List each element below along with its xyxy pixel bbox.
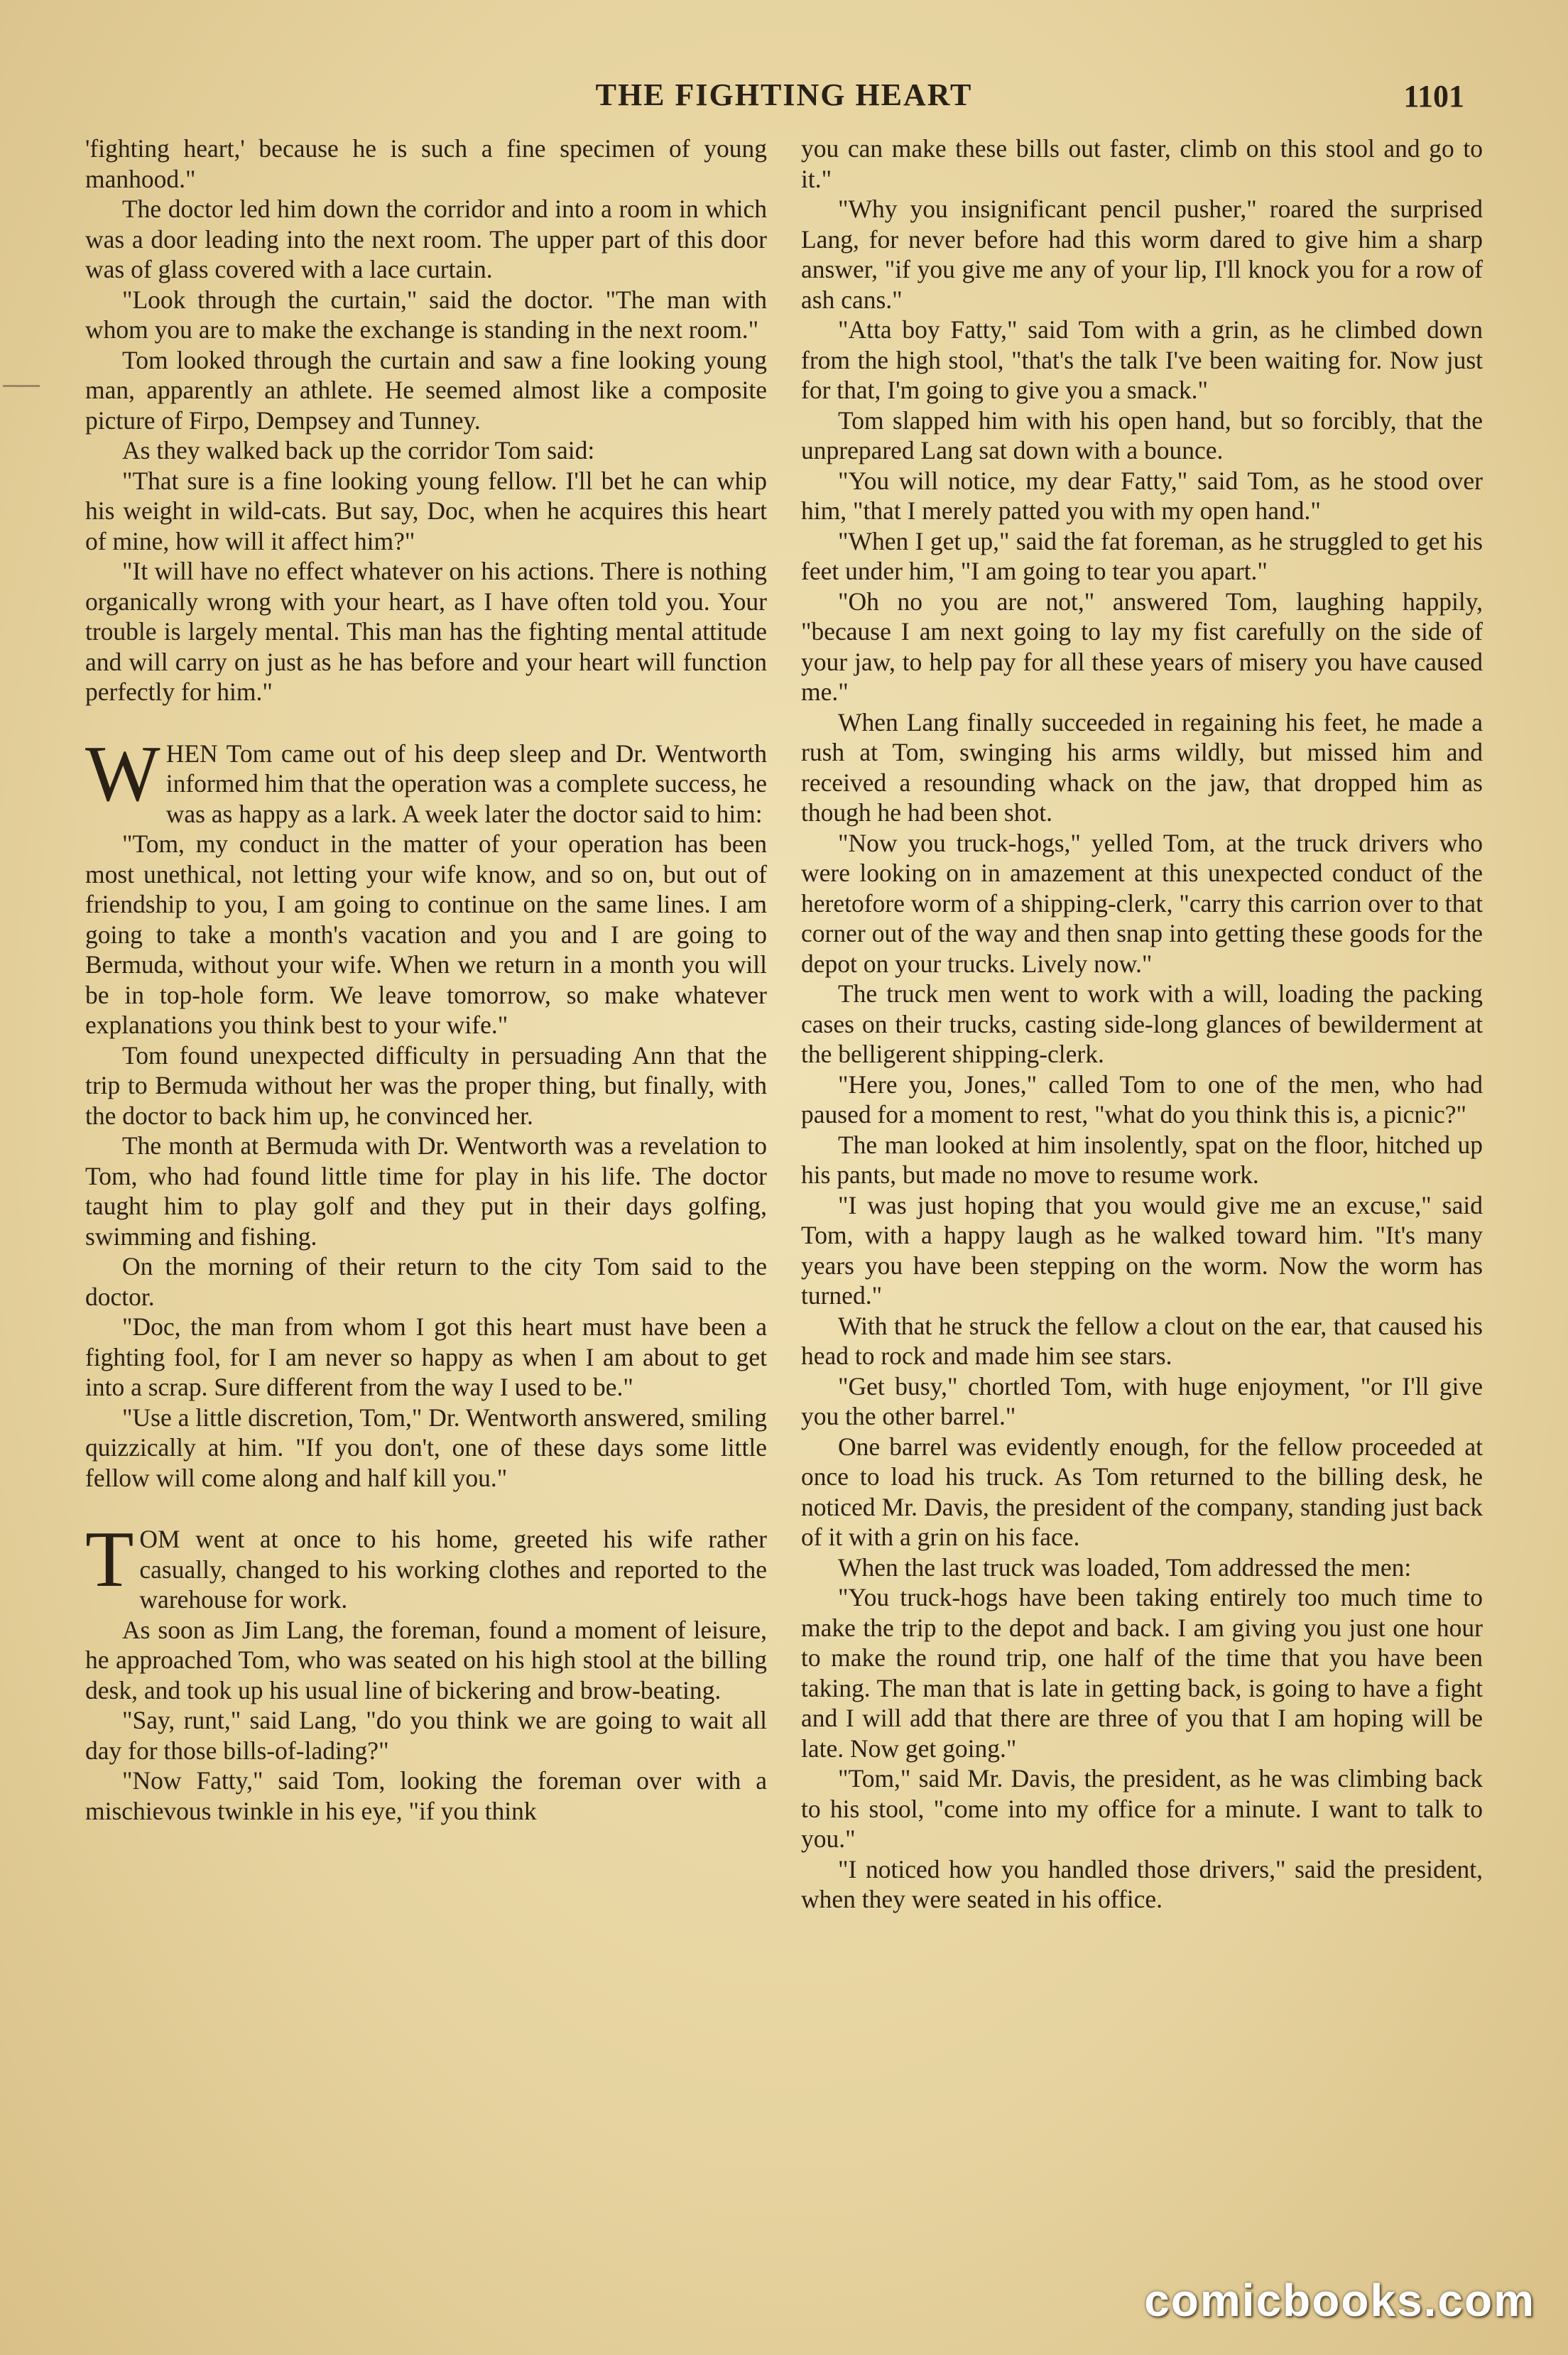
paragraph: you can make these bills out faster, climb on this stool and go to it." (801, 134, 1483, 193)
paragraph: One barrel was evidently enough, for the fellow proceeded at once to load his truck. As Tom returned to the billing desk, he noticed Mr. Davis, the president of the company, standing just back of it with a grin on his face. (801, 1432, 1483, 1551)
left-column (85, 134, 767, 1826)
paragraph: Tom found unexpected difficulty in persuading Ann that the trip to Bermuda without her was the proper thing, but finally, with the doctor to back him up, he convinced her. (85, 1040, 767, 1130)
paragraph: Tom slapped him with his open hand, but so forcibly, that the unprepared Lang sat down with a bounce. (801, 406, 1483, 464)
paragraph: "When I get up," said the fat foreman, as he struggled to get his feet under him, "I am going to tear you apart." (801, 526, 1483, 585)
paragraph: On the morning of their return to the city Tom said to the doctor. (85, 1252, 767, 1311)
right-column (801, 134, 1483, 1915)
paragraph: 'fighting heart,' because he is such a fine specimen of young manhood." (85, 134, 767, 193)
paragraph: "You will notice, my dear Fatty," said Tom, as he stood over him, "that I merely patted you with my open hand." (801, 466, 1483, 525)
paragraph: "That sure is a fine looking young fellow. I'll bet he can whip his weight in wild-cats. But say, Doc, when he acquires this heart of mine, how will it affect him?" (85, 466, 767, 555)
paragraph: The man looked at him insolently, spat on the floor, hitched up his pants, but made no move to resume work. (801, 1130, 1483, 1189)
drop-cap: W (85, 729, 160, 818)
page-number: 1101 (1403, 79, 1464, 114)
paragraph: The truck men went to work with a will, loading the packing cases on their trucks, casting side-long glances of bewilderment at the belligerent shipping-clerk. (801, 979, 1483, 1068)
paragraph: "You truck-hogs have been taking entirely too much time to make the trip to the depot and back. I am giving you just one hour to make the round trip, one half of the time that you have been taking. The man that is late in getting back, is going to have a fight and I will add that there are three of you that I am hoping will be late. Now get going." (801, 1583, 1483, 1763)
drop-cap: T (85, 1516, 134, 1604)
paragraph: "Oh no you are not," answered Tom, laughing happily, "because I am next going to lay my fist carefully on the side of your jaw, to help pay for all these years of misery you have caused me." (801, 587, 1483, 706)
paragraph: As soon as Jim Lang, the foreman, found a moment of leisure, he approached Tom, who was seated on his high stool at the billing desk, and took up his usual line of bickering and brow-beating. (85, 1615, 767, 1704)
paragraph: The month at Bermuda with Dr. Wentworth was a revelation to Tom, who had found little time for play in his life. The doctor taught him to play golf and they put in their days golfing, swimming and fishing. (85, 1131, 767, 1251)
paragraph: "Atta boy Fatty," said Tom with a grin, as he climbed down from the high stool, "that's the talk I've been waiting for. Now just for that, I'm going to give you a smack." (801, 315, 1483, 404)
paragraph: The doctor led him down the corridor and into a room in which was a door leading into the next room. The upper part of this door was of glass covered with a lace curtain. (85, 195, 767, 283)
paragraph: "Tom, my conduct in the matter of your operation has been most unethical, not letting your wife know, and so on, but out of friendship to you, I am going to continue on the same lines. I am going to take a month's vacation and you and I are going to Bermuda, without your wife. When we return in a month you will be in top-hole form. We leave tomorrow, so make whatever explanations you think best to your wife." (85, 830, 767, 1039)
paragraph: "Get busy," chortled Tom, with huge enjoyment, "or I'll give you the other barrel." (801, 1371, 1483, 1430)
paragraph: "Now you truck-hogs," yelled Tom, at the truck drivers who were looking on in amazement at this unexpected conduct of the heretofore worm of a shipping-clerk, "carry this carrion over to that corner out of the way and then snap into getting these goods for the depot on your trucks. Lively now." (801, 828, 1483, 978)
paragraph: As they walked back up the corridor Tom said: (122, 436, 595, 464)
site-watermark: comicbooks.com (1144, 2275, 1535, 2326)
paragraph: With that he struck the fellow a clout on the ear, that caused his head to rock and made him see stars. (801, 1311, 1483, 1370)
paragraph: "Why you insignificant pencil pusher," roared the surprised Lang, for never before had this worm dared to give him a sharp answer, "if you give me any of your lip, I'll knock you for a row of ash cans." (801, 195, 1483, 314)
section-opening-paragraph (85, 729, 767, 830)
paragraph: When Lang finally succeeded in regaining his feet, he made a rush at Tom, swinging his arms wildly, but missed him and received a resounding whack on the jaw, that dropped him as though he had been shot. (801, 707, 1483, 827)
paragraph: "Look through the curtain," said the doctor. "The man with whom you are to make the exchange is standing in the next room." (85, 285, 767, 344)
paragraph: "Use a little discretion, Tom," Dr. Wentworth answered, smiling quizzically at him. "If you don't, one of these days some little fellow will come along and half kill you." (85, 1403, 767, 1492)
section-opening-text: HEN Tom came out of his deep sleep and Dr. Wentworth informed him that the operation was a complete success, he was as happy as a lark. A week later the doctor said to him: (165, 739, 767, 828)
section-opening-text: OM went at once to his home, greeted his wife rather casually, changed to his working clothes and reported to the warehouse for work. (139, 1525, 767, 1614)
page-header (84, 77, 1484, 119)
paragraph: "Doc, the man from whom I got this heart must have been a fighting fool, for I am never so happy as when I am about to get into a scrap. Sure different from the way I used to be." (85, 1312, 767, 1401)
paragraph: "Say, runt," said Lang, "do you think we are going to wait all day for those bills-of-lading?" (85, 1706, 767, 1765)
paragraph: "Here you, Jones," called Tom to one of the men, who had paused for a moment to rest, "what do you think this is, a picnic?" (801, 1070, 1483, 1128)
paragraph: "I was just hoping that you would give me an excuse," said Tom, with a happy laugh as he walked toward him. "It's many years you have been stepping on the worm. Now the worm has turned." (801, 1190, 1483, 1310)
margin-mark (3, 385, 40, 387)
paragraph: Tom looked through the curtain and saw a fine looking young man, apparently an athlete. He seemed almost like a composite picture of Firpo, Dempsey and Tunney. (85, 345, 767, 435)
paragraph: When the last truck was loaded, Tom addressed the men: (838, 1552, 1412, 1582)
running-title: THE FIGHTING HEART (595, 77, 973, 112)
paragraph: "I noticed how you handled those drivers," said the president, when they were seated in his office. (801, 1854, 1483, 1913)
paragraph: "Tom," said Mr. Davis, the president, as he was climbing back to his stool, "come into my office for a minute. I want to talk to you." (801, 1764, 1483, 1853)
paragraph: "Now Fatty," said Tom, looking the foreman over with a mischievous twinkle in his eye, "if you think (85, 1766, 767, 1825)
paragraph: "It will have no effect whatever on his actions. There is nothing organically wrong with your heart, as I have often told you. Your trouble is largely mental. This man has the fighting mental attitude and will carry on just as he has before and your heart will function perfectly for him." (85, 557, 767, 706)
section-opening-paragraph (85, 1516, 767, 1615)
